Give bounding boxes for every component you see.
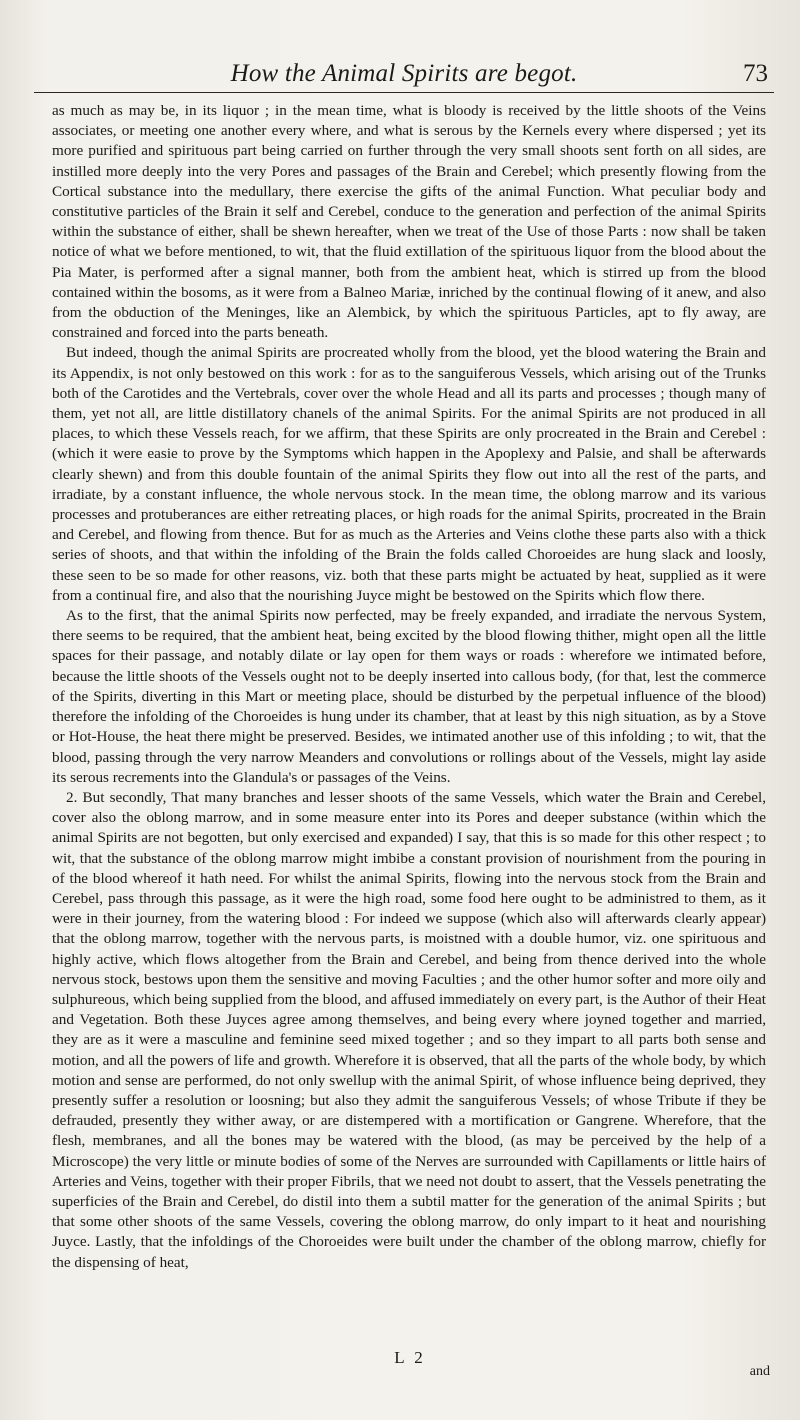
page-number: 73 <box>743 60 768 87</box>
paragraph-2: But indeed, though the animal Spirits are procreated wholly from the blood, yet the blood watering the Brain and its Appendix, is not only bestowed on this work : for as to the sanguiferous Vessels, which arising out of the Trunks both of the Carotides and the Vertebrals, cover over the whole Head and all its parts and processes ; though many of them, yet not all, are little distillatory chanels of the animal Spirits. For the animal Spirits are not produced in all places, to which these Vessels reach, for we affirm, that these Spirits are only procreated in the Brain and Cerebel : (which it were easie to prove by the Symptoms which happen in the Apoplexy and Palsie, and shall be afterwards clearly shewn) and from this double fountain of the animal Spirits they flow out into all the rest of the parts, and irradiate, by a constant influence, the whole nervous stock. In the mean time, the oblong marrow and its various processes and protuberances are either retreating places, or high roads for the animal Spirits, procreated in the Brain and Cerebel, and flowing from thence. But for as much as the Arteries and Veins clothe these parts also with a thick series of shoots, and that within the infolding of the Brain the folds called Choroeides are hung slack and loosly, these seen to be so made for other reasons, viz. both that these parts might be actuated by heat, supplied as it were from a continual fire, and also that the nourishing Juyce might be bestowed on the Spirits which flow there. <box>52 344 766 604</box>
catchword: and <box>749 1364 770 1379</box>
signature-mark: L 2 <box>394 1348 426 1367</box>
paragraph-4: 2. But secondly, That many branches and lesser shoots of the same Vessels, which water the Brain and Cerebel, cover also the oblong marrow, and in some measure enter into its Pores and deeper substance (within which the animal Spirits are not begotten, but only exercised and expanded) I say, that this is so made for this other respect ; to wit, that the substance of the oblong marrow might imbibe a constant provision of nourishment from the pouring in of the blood whereof it hath need. For whilst the animal Spirits, flowing into the nervous stock from the Brain and Cerebel, pass through this passage, as it were the high road, some food here ought to be administred to them, as it were in their journey, from the watering blood : For indeed we suppose (which also will afterwards clearly appear) that the oblong marrow, together with the nervous parts, is moistned with a double humor, viz. one spirituous and highly active, which flows altogether from the Brain and Cerebel, and being from thence derived into the whole nervous stock, bestows upon them the sensitive and moving Faculties ; and the other humor softer and more oily and sulphureous, which being supplied from the blood, and affused immediately on every part, is the Author of their Heat and Vegetation. Both these Juyces agree among themselves, and being every where joyned together and married, they are as it were a masculine and feminine seed mixed together ; and so they impart to all parts both sense and motion, and all the powers of life and growth. Wherefore it is observed, that all the parts of the whole body, by which motion and sense are performed, do not only swellup with the animal Spirit, of whose influence being deprived, they presently suffer a resolution or loosning; but also they admit the sanguiferous Vessels; of whose Tribute if they be defrauded, presently they wither away, or are distempered with a mortification or Gangrene. Wherefore, that the flesh, membranes, and all the bones may be watered with the blood, (as may be perceived by the help of a Microscope) the very little or minute bodies of some of the Nerves are surrounded with Capillaments or little hairs of Arteries and Veins, together with their proper Fibrils, that we need not doubt to assert, that the Vessels penetrating the superficies of the Brain and Cerebel, do distil into them a subtil matter for the generation of the animal Spirits ; but that some other shoots of the same Vessels, covering the oblong marrow, do only impart to it heat and nourishing Juyce. Lastly, that the infoldings of the Choroeides were built under the chamber of the oblong marrow, chiefly for the dispensing of heat, <box>52 788 766 1271</box>
page-header <box>34 58 774 93</box>
running-title: How the Animal Spirits are begot. <box>230 60 578 87</box>
paragraph-3: As to the first, that the animal Spirits now perfected, may be freely expanded, and irradiate the nervous System, there seems to be required, that the ambient heat, being excited by the blood flowing thither, might open all the little spaces for their passage, and notably dilate or lay open for them ways or roads : wherefore we intimated before, because the little shoots of the Vessels ought not to be deeply inserted into callous body, (for that, lest the commerce of the Spirits, diverting in this Mart or meeting place, should be disturbed by the perpetual influence of the blood) therefore the infolding of the Choroeides is hung under its chamber, that at least by this nigh situation, as by a Stove or Hot-House, the heat there might be preserved. Besides, we intimated another use of this infolding ; to wit, that the blood, passing through the very narrow Meanders and convolutions or rollings about of the Vessels, might lay aside its serous recrements into the Glandula's or passages of the Veins. <box>52 607 766 786</box>
body-text <box>52 101 766 1273</box>
paragraph-1: as much as may be, in its liquor ; in the mean time, what is bloody is received by the little shoots of the Veins associates, or meeting one another every where, and what is serous by the Kernels every where dispersed ; yet its more purified and spirituous part being carried on further through the very small shoots sent forth on all sides, are instilled more deeply into the very Pores and passages of the Brain and Cerebel; which presently flowing from the Cortical substance into the medullary, there exercise the gifts of the animal Function. What peculiar body and constitutive particles of the Brain it self and Cerebel, conduce to the generation and perfection of the animal Spirits within the substance of either, shall be shewn hereafter, when we treat of the Use of those Parts : now shall be taken notice of what we before mentioned, to wit, that the fluid extillation of the spirituous liquor from the blood about the Pia Mater, is performed after a signal manner, both from the ambient heat, which is stirred up from the blood contained within the bosoms, as it were from a Balneo Mariæ, inriched by the continual flowing of it anew, and also from the obduction of the Meninges, like an Alembick, by which the spirituous Particles, apt to fly away, are constrained and forced into the parts beneath. <box>52 102 766 342</box>
